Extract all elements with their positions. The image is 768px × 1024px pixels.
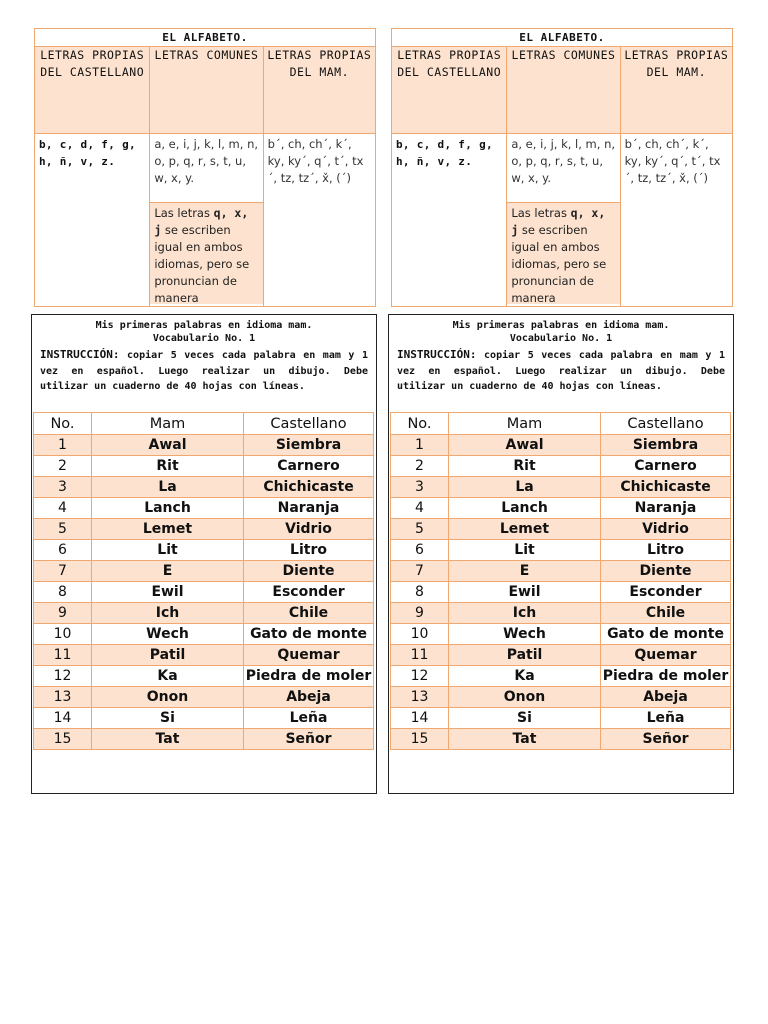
castellano-word: Señor	[601, 729, 731, 750]
row-number: 2	[34, 456, 92, 477]
table-row	[34, 519, 374, 540]
castellano-word: Chile	[244, 603, 374, 624]
vocabulario-title: Mis primeras palabras en idioma mam.	[452, 320, 670, 331]
row-number: 6	[391, 540, 449, 561]
comunes-cell	[507, 134, 620, 307]
mam-word: Si	[92, 708, 244, 729]
header-propias-mam: LETRAS PROPIAS DEL MAM.	[263, 47, 375, 134]
castellano-word: Vidrio	[601, 519, 731, 540]
row-number: 8	[391, 582, 449, 603]
table-row	[34, 708, 374, 729]
table-row	[391, 519, 731, 540]
castellano-word: Chichicaste	[601, 477, 731, 498]
row-number: 13	[391, 687, 449, 708]
mam-word: Ewil	[92, 582, 244, 603]
mam-word: La	[449, 477, 601, 498]
header-comunes: LETRAS COMUNES	[507, 47, 620, 134]
table-row	[34, 477, 374, 498]
note-suffix: se escriben igual en ambos idiomas, pero se pronuncian de manera	[511, 223, 607, 304]
alfabeto-title: EL ALFABETO.	[392, 29, 733, 47]
castellano-word: Diente	[244, 561, 374, 582]
column-header-castellano: Castellano	[601, 413, 731, 435]
mam-word: Lemet	[92, 519, 244, 540]
header-propias-mam: LETRAS PROPIAS DEL MAM.	[620, 47, 732, 134]
propias-mam-cell: b´, ch, ch´, k´, ky, ky´, q´, t´, tx´, tz, tz´, x̌, (´)	[263, 134, 375, 307]
note-letters: q, x, j	[154, 206, 249, 237]
row-number: 5	[391, 519, 449, 540]
castellano-word: Quemar	[244, 645, 374, 666]
instruccion	[389, 347, 733, 395]
row-number: 10	[34, 624, 92, 645]
row-number: 3	[34, 477, 92, 498]
note-prefix: Las letras	[154, 206, 214, 220]
table-row	[34, 645, 374, 666]
table-row	[391, 624, 731, 645]
row-number: 10	[391, 624, 449, 645]
mam-word: Wech	[449, 624, 601, 645]
mam-word: Onon	[92, 687, 244, 708]
vocabulario-table	[390, 412, 731, 750]
column-header-no: No.	[391, 413, 449, 435]
mam-word: Ka	[449, 666, 601, 687]
castellano-word: Señor	[244, 729, 374, 750]
row-number: 11	[34, 645, 92, 666]
row-number: 11	[391, 645, 449, 666]
vocabulario-subtitle: Vocabulario No. 1	[509, 333, 613, 344]
table-row	[34, 582, 374, 603]
propias-mam-cell: b´, ch, ch´, k´, ky, ky´, q´, t´, tx´, tz, tz´, x̌, (´)	[620, 134, 732, 307]
comunes-cell	[150, 134, 263, 307]
castellano-word: Siembra	[601, 435, 731, 456]
row-number: 6	[34, 540, 92, 561]
table-row	[391, 561, 731, 582]
header-propias-castellano: LETRAS PROPIAS DEL CASTELLANO	[35, 47, 150, 134]
row-number: 9	[391, 603, 449, 624]
column-header-castellano: Castellano	[244, 413, 374, 435]
pronunciation-note	[150, 202, 262, 304]
castellano-word: Naranja	[244, 498, 374, 519]
comunes-text: a, e, i, j, k, l, m, n, o, p, q, r, s, t, u, w, x, y.	[154, 137, 259, 185]
mam-word: Ka	[92, 666, 244, 687]
castellano-word: Carnero	[244, 456, 374, 477]
vocabulario-box	[31, 314, 377, 794]
mam-word: Lemet	[449, 519, 601, 540]
table-row	[391, 540, 731, 561]
table-row	[391, 708, 731, 729]
castellano-word: Chichicaste	[244, 477, 374, 498]
castellano-word: Siembra	[244, 435, 374, 456]
mam-word: E	[449, 561, 601, 582]
mam-word: Si	[449, 708, 601, 729]
vocabulario-subtitle: Vocabulario No. 1	[152, 333, 256, 344]
table-row	[391, 666, 731, 687]
table-row	[391, 603, 731, 624]
castellano-word: Gato de monte	[601, 624, 731, 645]
row-number: 9	[34, 603, 92, 624]
mam-word: Tat	[449, 729, 601, 750]
note-suffix: se escriben igual en ambos idiomas, pero se pronuncian de manera	[154, 223, 250, 304]
table-row	[34, 624, 374, 645]
instruccion-label: INSTRUCCIÓN:	[40, 348, 120, 361]
table-row	[34, 540, 374, 561]
table-row	[391, 729, 731, 750]
castellano-word: Diente	[601, 561, 731, 582]
note-prefix: Las letras	[511, 206, 571, 220]
castellano-word: Carnero	[601, 456, 731, 477]
castellano-word: Leña	[601, 708, 731, 729]
row-number: 14	[391, 708, 449, 729]
vocabulario-rows	[391, 435, 731, 750]
vocabulario-rows	[34, 435, 374, 750]
mam-word: Patil	[449, 645, 601, 666]
row-number: 13	[34, 687, 92, 708]
row-number: 12	[391, 666, 449, 687]
vocabulario-title: Mis primeras palabras en idioma mam.	[95, 320, 313, 331]
table-row	[391, 456, 731, 477]
instruccion	[32, 347, 376, 395]
table-row	[391, 435, 731, 456]
table-row	[34, 456, 374, 477]
castellano-word: Naranja	[601, 498, 731, 519]
table-row	[34, 603, 374, 624]
note-letters: q, x, j	[511, 206, 606, 237]
mam-word: Onon	[449, 687, 601, 708]
table-row	[391, 477, 731, 498]
instruccion-text: copiar 5 veces cada palabra en mam y 1 vez en español. Luego realizar un dibujo. Debe utilizar un cuaderno de 40 hojas con líneas.	[40, 350, 368, 392]
table-row	[391, 498, 731, 519]
row-number: 5	[34, 519, 92, 540]
mam-word: Tat	[92, 729, 244, 750]
castellano-word: Quemar	[601, 645, 731, 666]
table-row	[34, 687, 374, 708]
mam-word: Lit	[92, 540, 244, 561]
table-row	[391, 645, 731, 666]
mam-word: Wech	[92, 624, 244, 645]
table-row	[34, 666, 374, 687]
castellano-word: Abeja	[601, 687, 731, 708]
propias-castellano-cell: b, c, d, f, g, h, ñ, v, z.	[35, 134, 150, 307]
row-number: 1	[34, 435, 92, 456]
castellano-word: Leña	[244, 708, 374, 729]
row-number: 4	[34, 498, 92, 519]
mam-word: Lanch	[449, 498, 601, 519]
table-row	[391, 582, 731, 603]
castellano-word: Litro	[244, 540, 374, 561]
mam-word: Rit	[449, 456, 601, 477]
mam-word: Awal	[92, 435, 244, 456]
instruccion-label: INSTRUCCIÓN:	[397, 348, 477, 361]
mam-word: Ewil	[449, 582, 601, 603]
mam-word: La	[92, 477, 244, 498]
castellano-word: Chile	[601, 603, 731, 624]
mam-word: Lanch	[92, 498, 244, 519]
row-number: 12	[34, 666, 92, 687]
castellano-word: Esconder	[244, 582, 374, 603]
mam-word: Patil	[92, 645, 244, 666]
header-comunes: LETRAS COMUNES	[150, 47, 263, 134]
table-row	[34, 561, 374, 582]
row-number: 3	[391, 477, 449, 498]
row-number: 4	[391, 498, 449, 519]
castellano-word: Litro	[601, 540, 731, 561]
propias-castellano-cell: b, c, d, f, g, h, ñ, v, z.	[392, 134, 507, 307]
castellano-word: Vidrio	[244, 519, 374, 540]
column-header-mam: Mam	[449, 413, 601, 435]
row-number: 1	[391, 435, 449, 456]
column-header-mam: Mam	[92, 413, 244, 435]
row-number: 7	[391, 561, 449, 582]
instruccion-text: copiar 5 veces cada palabra en mam y 1 vez en español. Luego realizar un dibujo. Debe utilizar un cuaderno de 40 hojas con líneas.	[397, 350, 725, 392]
table-row	[34, 435, 374, 456]
mam-word: Ich	[449, 603, 601, 624]
row-number: 15	[34, 729, 92, 750]
header-propias-castellano: LETRAS PROPIAS DEL CASTELLANO	[392, 47, 507, 134]
row-number: 7	[34, 561, 92, 582]
alfabeto-title: EL ALFABETO.	[35, 29, 376, 47]
mam-word: E	[92, 561, 244, 582]
vocabulario-box	[388, 314, 734, 794]
castellano-word: Esconder	[601, 582, 731, 603]
row-number: 14	[34, 708, 92, 729]
comunes-text: a, e, i, j, k, l, m, n, o, p, q, r, s, t, u, w, x, y.	[511, 137, 616, 185]
mam-word: Ich	[92, 603, 244, 624]
table-row	[391, 687, 731, 708]
alfabeto-table	[34, 28, 376, 307]
castellano-word: Piedra de moler	[601, 666, 731, 687]
table-row	[34, 498, 374, 519]
row-number: 15	[391, 729, 449, 750]
row-number: 2	[391, 456, 449, 477]
pronunciation-note	[507, 202, 619, 304]
mam-word: Lit	[449, 540, 601, 561]
row-number: 8	[34, 582, 92, 603]
column-header-no: No.	[34, 413, 92, 435]
vocabulario-table	[33, 412, 374, 750]
castellano-word: Piedra de moler	[244, 666, 374, 687]
castellano-word: Abeja	[244, 687, 374, 708]
castellano-word: Gato de monte	[244, 624, 374, 645]
mam-word: Awal	[449, 435, 601, 456]
mam-word: Rit	[92, 456, 244, 477]
table-row	[34, 729, 374, 750]
alfabeto-table	[391, 28, 733, 307]
